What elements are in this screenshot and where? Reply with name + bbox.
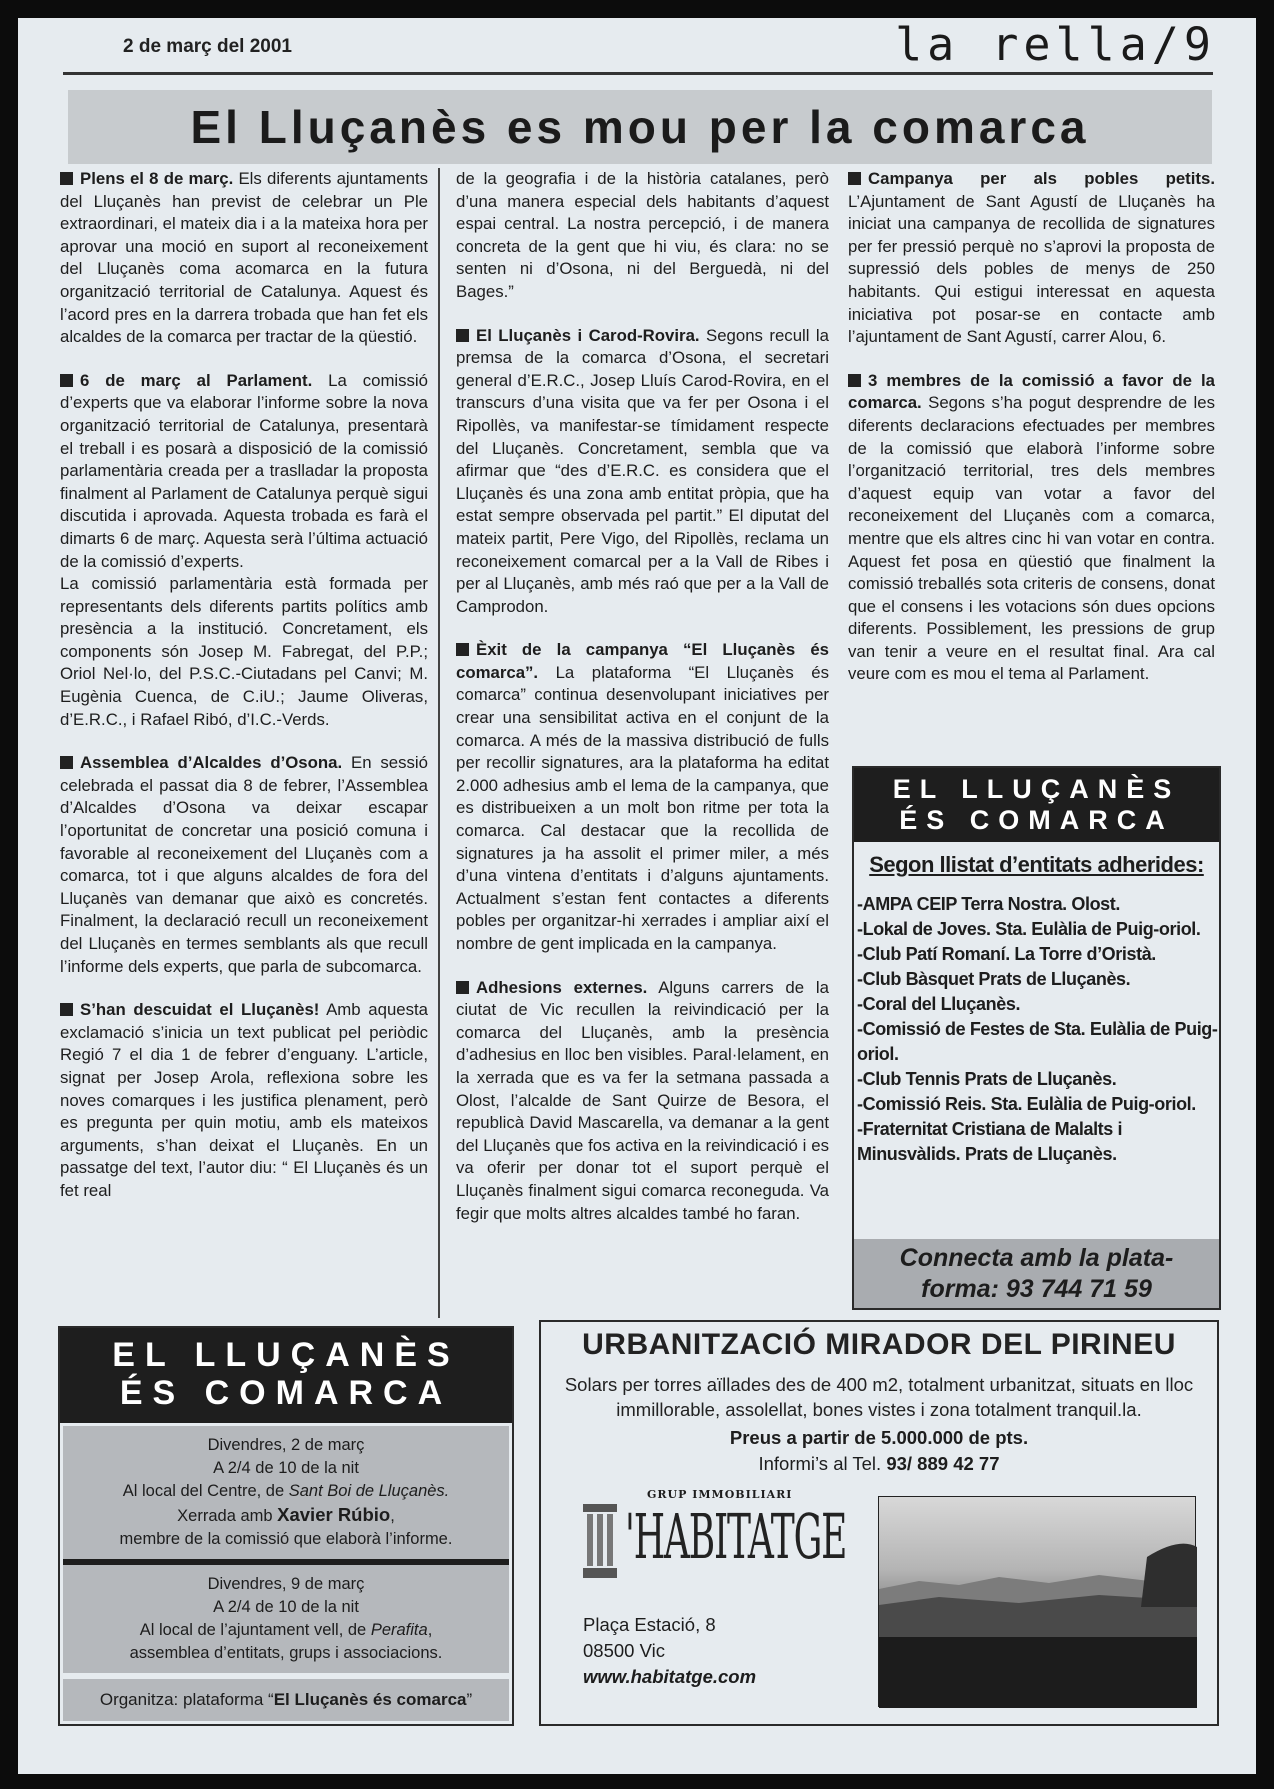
header-rule bbox=[63, 72, 1213, 75]
list-item: -AMPA CEIP Terra Nostra. Olost. bbox=[857, 894, 1120, 914]
column-2 bbox=[456, 168, 829, 1318]
ad-website-link[interactable]: www.habitatge.com bbox=[583, 1666, 757, 1687]
article-paragraph: La comissió parlamentària està formada per representants dels diferents partits polítics amb presència a la institució. Concretament, els components són Josep M. Fabregat, del P.P.; Oriol Nel·lo, del P.S.C.-Ciutadans pel Canvi; M. Eugènia Cuenca, de C.iU.; Jaume Oliveras, d’E.R.C., i Rafael Ribó, d’I.C.-Verds. bbox=[60, 574, 428, 729]
list-item: -Comissió Reis. Sta. Eulàlia de Puig-oriol. bbox=[857, 1094, 1196, 1114]
newspaper-page bbox=[18, 18, 1256, 1774]
article-paragraph: Assemblea d’Alcaldes d’Osona. En sessió celebrada el passat dia 8 de febrer, l’Assemblea d’Alcaldes d’Osona va deixar escapar l’oportunitat de concretar una posició comuna i favorable al reconeixement del Lluçanès com a comarca, tot i que alguns alcaldes de fora del Lluçanès van demanar que això es concretés. Finalment, la declaració recull un reconeixement del Lluçanès en termes semblants als que recull l’informe dels experts, que parla de subcomarca. bbox=[60, 753, 428, 976]
xerrades-box bbox=[58, 1326, 514, 1726]
headline-bar bbox=[68, 90, 1212, 164]
real-estate-ad bbox=[539, 1320, 1219, 1726]
landscape-photo bbox=[878, 1496, 1196, 1707]
bullet-square-icon bbox=[60, 172, 73, 185]
platform-contact: Connecta amb la plata- forma: 93 744 71 59 bbox=[854, 1239, 1219, 1308]
article-paragraph: Èxit de la campanya “El Lluçanès és comarca”. La plataforma “El Lluçanès és comarca” continua desenvolupant iniciatives per crear una sensibilitat activa en el conjunt de la comarca. A més de la massiva distribució de fulls per recollir signatures, ara la plataforma ha editat 2.000 adhesius amb el lema de la campanya, que es distribueixen a un molt bon ritme per tota la comarca. Cal destacar que la recollida de signatures ja ha assolit el primer miler, a més d’una vintena d’entitats i d’alguns ajuntaments. Actualment s’estan fent contactes a diferents pobles per organitzar-hi xerrades i ampliar així el nombre de gent implicada en la campanya. bbox=[456, 640, 829, 953]
article-paragraph: Campanya per als pobles petits. L’Ajuntament de Sant Agustí de Lluçanès ha iniciat una campanya de recollida de signatures per fer pressió perquè no s’aprovi la proposta de supressió dels pobles de menys de 250 habitants. Qui estigui interessat en aquesta iniciativa pot posar-se en contacte amb l’ajuntament de Sant Agustí, carrer Alou, 6. bbox=[848, 169, 1215, 347]
list-item: -Fraternitat Cristiana de Malalts i Minusvàlids. Prats de Lluçanès. bbox=[857, 1119, 1123, 1164]
habitatge-logo: GRUP IMMOBILIARI 'HABITATGE bbox=[581, 1488, 811, 1588]
article-paragraph: El Lluçanès i Carod-Rovira. Segons recull la premsa de la comarca d’Osona, el secretari general d’E.R.C., Josep Lluís Carod-Rovira, en el transcurs d’una visita que va fer per Osona i el Ripollès, va manifestar-se tímidament respecte del Lluçanès. Concretament, sembla que va afirmar que “des d’E.R.C. es considera que el Lluçanès és una zona amb entitat pròpia, que ha estat sempre observada pel partit.” El diputat del mateix partit, Pere Vigo, del Ripollès, reclama un reconeixement comarcal per a la Vall de Ribes i per al Lluçanès, amb més raó que per a la Vall de Camprodon. bbox=[456, 325, 829, 616]
bullet-square-icon bbox=[456, 329, 469, 342]
article-paragraph: 6 de març al Parlament. La comissió d’experts que va elaborar l’informe sobre la nova organització territorial de Catalunya, presentarà el treball i es posarà a disposició de la comissió parlamentària creada per a traslladar la proposta finalment al Parlament de Catalunya perquè sigui discutida i aprovada. Aquesta trobada es farà el dimarts 6 de març. Aquesta serà l’última actuació de la comissió d’experts. bbox=[60, 370, 428, 571]
event-2: Divendres, 9 de març A 2/4 de 10 de la nit Al local de l’ajuntament vell, de Perafita, assemblea d’entitats, grups i associacions. bbox=[63, 1565, 509, 1673]
entitats-list bbox=[854, 892, 1219, 1167]
article-paragraph: S’han descuidat el Lluçanès! Amb aquesta exclamació s’inicia un text publicat pel periòdic Regió 7 el dia 1 de febrer d’enguany. L’article, signat per Josep Arola, reflexiona sobre les noves comarques i les justifica plenament, però es pregunta per quin motiu, amb els mateixos arguments, s’han deixat el Lluçanès. En un passatge del text, l’autor diu: “ El Lluçanès és un fet real bbox=[60, 1000, 428, 1200]
bullet-square-icon bbox=[848, 172, 861, 185]
ad-description: Solars per torres aïllades des de 400 m2, totalment urbanitzat, situats en lloc immillorable, assolellat, bones vistes i zona totalment tranquil.la. bbox=[564, 1374, 1194, 1420]
xerrades-box-header: EL LLUÇANÈS ÉS COMARCA bbox=[60, 1328, 512, 1423]
entitats-box-header: EL LLUÇANÈS ÉS COMARCA bbox=[854, 768, 1219, 842]
ad-title: URBANITZACIÓ MIRADOR DEL PIRINEU bbox=[582, 1328, 1176, 1361]
article-paragraph: Plens el 8 de març. Els diferents ajuntaments del Lluçanès han previst de celebrar un Ple extraordinari, el mateix dia i a la mateixa hora per aprovar una moció en suport al reconeixement del Lluçanès coma acomarca en la futura organització territorial de Catalunya. Aquest és l’acord pres en la darrera trobada que han fet els alcaldes de la comarca per tractar de la qüestió. bbox=[60, 169, 428, 347]
bullet-square-icon bbox=[60, 756, 73, 769]
ad-address: Plaça Estació, 8 08500 Vic www.habitatge.com bbox=[583, 1612, 756, 1690]
column-logo-icon bbox=[581, 1502, 619, 1580]
list-item: -Club Bàsquet Prats de Lluçanès. bbox=[857, 969, 1131, 989]
column-divider bbox=[438, 168, 440, 1318]
entitats-subtitle: Segon llistat d’entitats adherides: bbox=[869, 852, 1204, 877]
bullet-square-icon bbox=[60, 374, 73, 387]
bullet-square-icon bbox=[456, 981, 469, 994]
list-item: -Club Patí Romaní. La Torre d’Oristà. bbox=[857, 944, 1156, 964]
ad-phone: Informi’s al Tel. 93/ 889 42 77 bbox=[758, 1453, 1000, 1474]
column-1 bbox=[60, 168, 428, 1318]
column-3 bbox=[848, 168, 1215, 758]
organizer-line: Organitza: plataforma “El Lluçanès és comarca” bbox=[63, 1679, 509, 1721]
article-paragraph: 3 membres de la comissió a favor de la comarca. Segons s’ha pogut desprendre de les diferents declaracions efectuades per membres de la comissió que elaborà l’informe sobre l’organització territorial, tres dels membres d’aquest equip van votar a favor del reconeixement del Lluçanès com a comarca, mentre que els altres cinc hi van votar en contra. Aquest fet posa en qüestió que finalment la comissió treballés sota criteris de consens, donat que el consens i les votacions són dues opcions diferents. Possiblement, les pressions de grup van tenir a veure en el resultat final. Ara cal veure com es mou el tema al Parlament. bbox=[848, 370, 1215, 684]
list-item: -Club Tennis Prats de Lluçanès. bbox=[857, 1069, 1117, 1089]
mountain-landscape-icon bbox=[879, 1497, 1197, 1708]
list-item: -Comissió de Festes de Sta. Eulàlia de Puig-oriol. bbox=[857, 1019, 1218, 1064]
list-item: -Lokal de Joves. Sta. Eulàlia de Puig-oriol. bbox=[857, 919, 1201, 939]
bullet-square-icon bbox=[60, 1003, 73, 1016]
publication-brand: la rella/9 bbox=[895, 18, 1216, 71]
event-1: Divendres, 2 de març A 2/4 de 10 de la nit Al local del Centre, de Sant Boi de Lluçanès. Xerrada amb Xavier Rúbio, membre de la comissió que elaborà l’informe. bbox=[63, 1426, 509, 1559]
ad-price: Preus a partir de 5.000.000 de pts. bbox=[729, 1427, 1029, 1448]
issue-date: 2 de març del 2001 bbox=[123, 36, 292, 57]
entitats-box bbox=[852, 766, 1221, 1310]
bullet-square-icon bbox=[456, 643, 469, 656]
list-item: -Coral del Lluçanès. bbox=[857, 994, 1021, 1014]
article-paragraph: Adhesions externes. Alguns carrers de la ciutat de Vic recullen la reivindicació per la comarca del Lluçanès, amb la presència d’adhesius en lloc ben visibles. Paral·lelament, en la xerrada que es va fer la setmana passada a Olost, l’alcalde de Sant Quirze de Besora, el republicà David Mascarella, va demanar a la gent del Lluçanès que fos activa en la reivindicació i es va oferir per donar tot el suport perquè el Lluçanès finalment sigui comarca reconeguda. Va fegir que molts altres alcaldes també ho faran. bbox=[456, 977, 829, 1223]
headline: El Lluçanès es mou per la comarca bbox=[190, 101, 1090, 153]
article-paragraph: de la geografia i de la història catalanes, però d’una manera especial dels habitants d’aquest espai central. La nostra percepció, i de manera concreta de la gent que hi viu, és clara: no se senten ni d’Osona, ni del Berguedà, ni del Bages.” bbox=[456, 169, 829, 301]
bullet-square-icon bbox=[848, 374, 861, 387]
